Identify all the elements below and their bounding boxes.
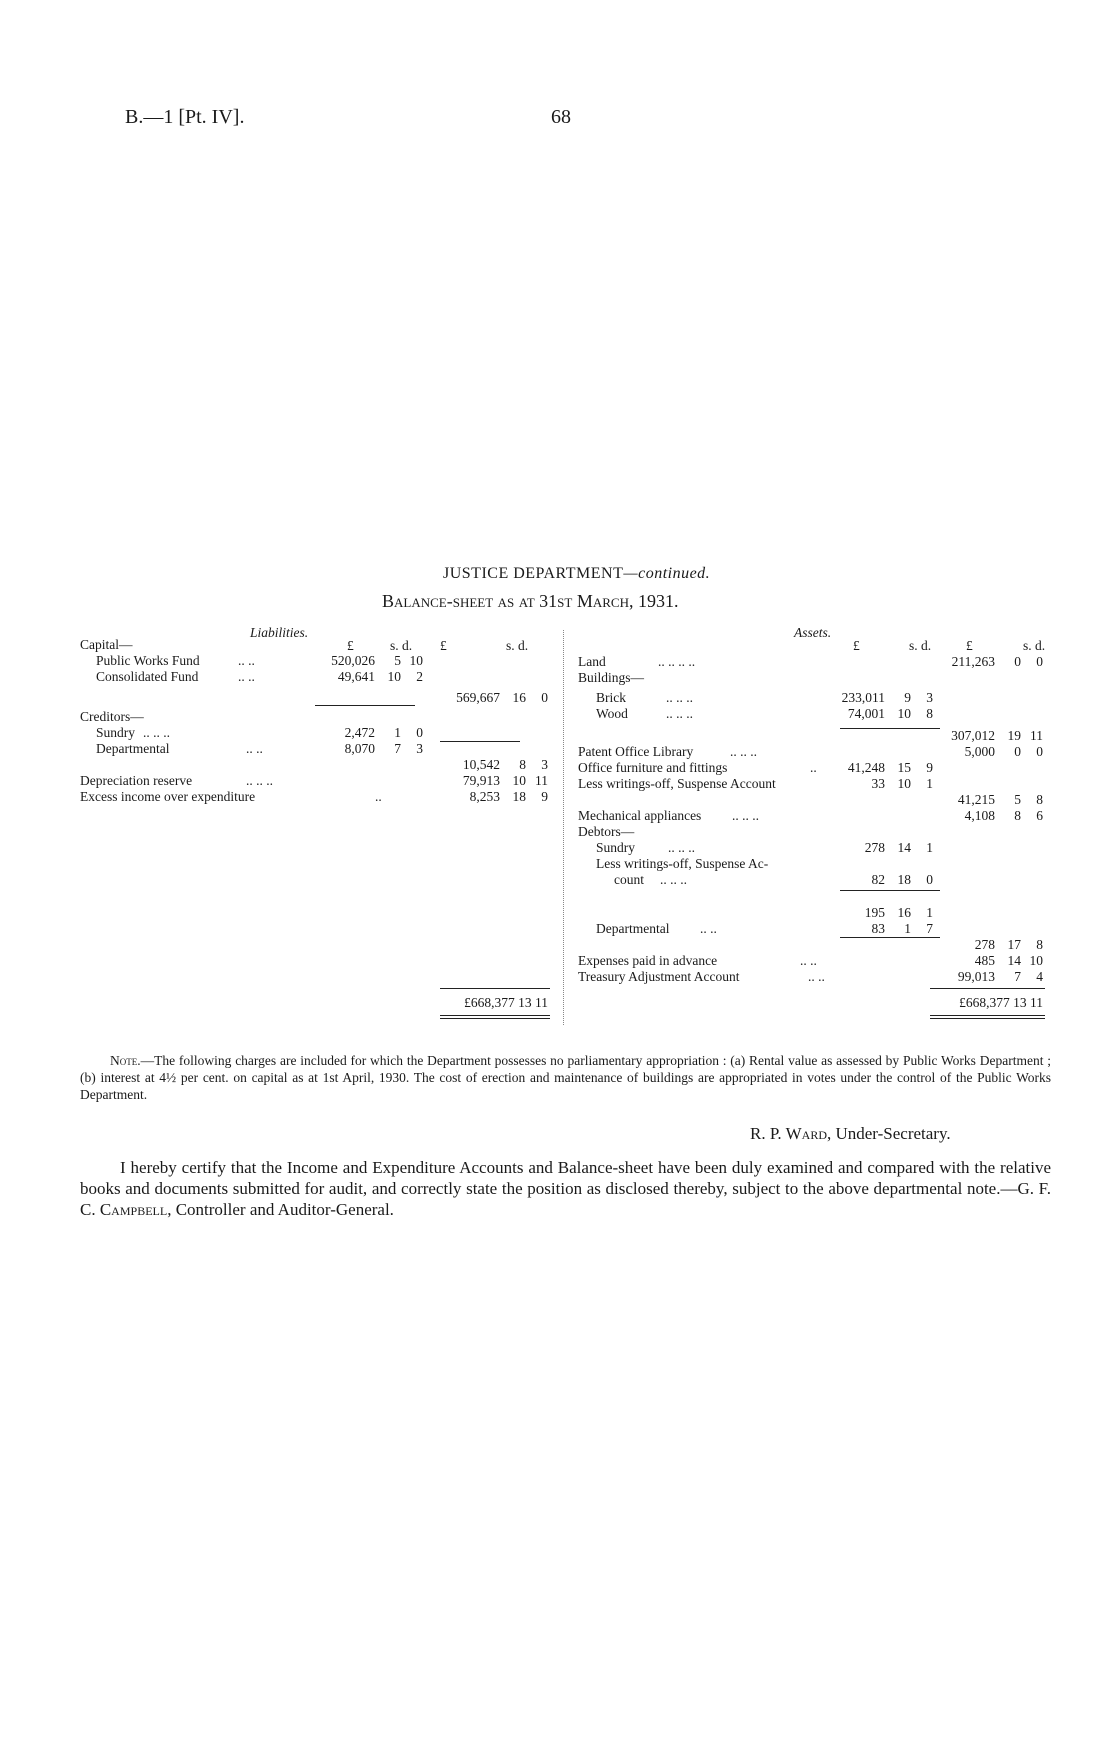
- dot-leader: .. ..: [246, 741, 263, 756]
- assets-subtotal-pence: 8: [926, 706, 933, 721]
- column-divider: [563, 630, 564, 1025]
- department-title: JUSTICE DEPARTMENT—continued.: [443, 565, 711, 582]
- liabilities-sd-header-a: s. d.: [390, 638, 413, 653]
- assets-total-rule-bottom: [930, 1015, 1045, 1016]
- assets-total-shillings: 0: [1014, 654, 1021, 669]
- dot-leader: .. ..: [238, 669, 255, 684]
- assets-subtotal-pounds: 278: [864, 840, 885, 855]
- assets-total-pence: 4: [1036, 969, 1043, 984]
- dot-leader: .. ..: [808, 969, 825, 984]
- assets-sd-header-a: s. d.: [909, 638, 932, 653]
- dot-leader: .. .. ..: [732, 808, 759, 823]
- dot-leader: .. .. ..: [246, 773, 273, 788]
- assets-subtotal-shillings: 9: [904, 690, 911, 705]
- assets-row-label: Wood: [596, 706, 628, 721]
- liabilities-total-pence: 0: [541, 690, 548, 705]
- liabilities-subtotal-pence: 0: [416, 725, 423, 740]
- liabilities-rule: [440, 741, 520, 742]
- assets-subtotal-pence: 1: [926, 840, 933, 855]
- dot-leader: .. ..: [800, 953, 817, 968]
- liabilities-row-label: Depreciation reserve: [80, 773, 193, 788]
- assets-total-pence: 10: [1029, 953, 1043, 968]
- assets-subtotal-pence: 7: [926, 921, 933, 936]
- assets-row-label: Patent Office Library: [578, 744, 694, 759]
- liabilities-total-pounds: 8,253: [469, 789, 500, 804]
- liabilities-row-label: Excess income over expenditure: [80, 789, 256, 804]
- assets-row-label: Sundry: [596, 840, 636, 855]
- assets-subtotal-shillings: 10: [897, 706, 911, 721]
- assets-subtotal-pounds: 82: [871, 872, 885, 887]
- assets-subtotal-pounds: 83: [871, 921, 885, 936]
- dot-leader: .. ..: [238, 653, 255, 668]
- liabilities-row-label: Creditors—: [80, 709, 144, 724]
- liabilities-subtotal-shillings: 1: [394, 725, 401, 740]
- liabilities-pound-header-a: £: [347, 638, 354, 653]
- liabilities-grand-total: £668,377 13 11: [464, 995, 548, 1010]
- liabilities-subtotal-pence: 2: [416, 669, 423, 684]
- audit-certificate: [80, 1157, 1051, 1220]
- continued-label: —continued.: [623, 565, 711, 582]
- liabilities-total-pounds: 79,913: [462, 773, 500, 788]
- liabilities-subtotal-shillings: 5: [394, 653, 401, 668]
- assets-subtotal-pounds: 41,248: [847, 760, 885, 775]
- dot-leader: .. .. ..: [666, 690, 693, 705]
- assets-total-shillings: 17: [1007, 937, 1021, 952]
- assets-sd-header-b: s. d.: [1023, 638, 1046, 653]
- dot-leader: .. ..: [700, 921, 717, 936]
- balance-sheet-title: Balance-sheet as at 31st March, 1931.: [382, 591, 679, 611]
- note-label: Note.: [110, 1053, 141, 1068]
- assets-total-pounds: 99,013: [957, 969, 995, 984]
- liabilities-total-rule-top: [440, 988, 550, 989]
- assets-rule: [840, 728, 940, 729]
- assets-subtotal-pounds: 195: [864, 905, 885, 920]
- assets-total-pence: 11: [1030, 728, 1043, 743]
- dot-leader: .. .. ..: [143, 725, 170, 740]
- assets-subtotal-pence: 9: [926, 760, 933, 775]
- assets-row-label: Less writings-off, Suspense Ac-: [596, 856, 769, 871]
- assets-total-pence: 6: [1036, 808, 1043, 823]
- assets-grand-total: £668,377 13 11: [959, 995, 1043, 1010]
- liabilities-row-label: Departmental: [96, 741, 170, 756]
- document-reference: B.—1 [Pt. IV].: [125, 106, 245, 128]
- assets-subtotal-shillings: 18: [897, 872, 911, 887]
- assets-row-label: Office furniture and fittings: [578, 760, 728, 775]
- assets-row-label: Treasury Adjustment Account: [578, 969, 740, 984]
- dot-leader: .. .. .. ..: [658, 654, 696, 669]
- assets-row-label: Mechanical appliances: [578, 808, 702, 823]
- dot-leader: ..: [375, 789, 382, 804]
- assets-subtotal-pence: 1: [926, 905, 933, 920]
- dot-leader: .. .. ..: [730, 744, 757, 759]
- assets-subtotal-pounds: 74,001: [847, 706, 885, 721]
- liabilities-total-pounds: 10,542: [462, 757, 500, 772]
- liabilities-subtotal-pounds: 49,641: [337, 669, 375, 684]
- assets-row-label: Expenses paid in advance: [578, 953, 718, 968]
- assets-total-pence: 0: [1036, 654, 1043, 669]
- liabilities-total-rule-bottom-double: [440, 1018, 550, 1019]
- assets-subtotal-pence: 3: [926, 690, 933, 705]
- liabilities-row-label: Consolidated Fund: [96, 669, 199, 684]
- assets-subtotal-pounds: 233,011: [841, 690, 885, 705]
- liabilities-total-pence: 9: [541, 789, 548, 804]
- liabilities-subtotal-shillings: 7: [394, 741, 401, 756]
- certificate-signer: G. F. C. Campbell: [80, 1179, 1051, 1219]
- assets-row-label: Departmental: [596, 921, 670, 936]
- liabilities-total-shillings: 18: [512, 789, 526, 804]
- liabilities-total-pence: 11: [535, 773, 548, 788]
- liabilities-pound-header-b: £: [440, 638, 447, 653]
- liabilities-total-rule-bottom: [440, 1015, 550, 1016]
- note-paragraph: [80, 1052, 1051, 1103]
- assets-total-pounds: 41,215: [957, 792, 995, 807]
- liabilities-row-label: Public Works Fund: [96, 653, 200, 668]
- dot-leader: ..: [810, 760, 817, 775]
- page-number: 68: [551, 106, 571, 128]
- certificate-text: I hereby certify that the Income and Expenditure Accounts and Balance-sheet have been duly examined and compared with the relative books and documents submitted for audit, and correctly state the position as disclosed thereby, subject to the above departmental note.—: [80, 1158, 1051, 1198]
- liabilities-subtotal-pounds: 2,472: [344, 725, 375, 740]
- liabilities-total-pence: 3: [541, 757, 548, 772]
- note-text: —The following charges are included for which the Department possesses no parliamentary appropriation : (a) Rental value as assessed by Public Works Department ; (b) interest at 4½ per cent. on capital as at 1st April, 1930. The cost of erection and maintenance of buildings are appropriated in votes under the control of the Public Works Department.: [80, 1053, 1051, 1102]
- assets-total-shillings: 8: [1014, 808, 1021, 823]
- assets-total-shillings: 7: [1014, 969, 1021, 984]
- assets-row-label: Debtors—: [578, 824, 635, 839]
- assets-subtotal-shillings: 14: [897, 840, 911, 855]
- assets-subtotal-shillings: 10: [897, 776, 911, 791]
- liabilities-row-label: Sundry: [96, 725, 136, 740]
- assets-rule: [840, 890, 940, 891]
- liabilities-subtotal-pounds: 8,070: [344, 741, 375, 756]
- assets-row-label: Land: [578, 654, 606, 669]
- liabilities-row-label: Capital—: [80, 637, 133, 652]
- liabilities-rule: [315, 705, 415, 706]
- dot-leader: .. .. ..: [668, 840, 695, 855]
- assets-total-shillings: 0: [1014, 744, 1021, 759]
- liabilities-total-shillings: 10: [512, 773, 526, 788]
- assets-total-pounds: 485: [974, 953, 995, 968]
- assets-total-pounds: 307,012: [951, 728, 995, 743]
- liabilities-heading: Liabilities.: [250, 625, 309, 640]
- assets-total-pounds: 4,108: [964, 808, 995, 823]
- dot-leader: .. .. ..: [660, 872, 687, 887]
- liabilities-sd-header-b: s. d.: [506, 638, 529, 653]
- liabilities-total-shillings: 8: [519, 757, 526, 772]
- assets-total-pence: 0: [1036, 744, 1043, 759]
- assets-subtotal-shillings: 15: [897, 760, 911, 775]
- assets-row-label: Brick: [596, 690, 626, 705]
- liabilities-subtotal-pounds: 520,026: [331, 653, 375, 668]
- assets-total-rule-top: [930, 988, 1045, 989]
- assets-total-pence: 8: [1036, 792, 1043, 807]
- dot-leader: .. .. ..: [666, 706, 693, 721]
- assets-rule: [840, 937, 940, 938]
- assets-row-label: Less writings-off, Suspense Account: [578, 776, 776, 791]
- assets-subtotal-shillings: 16: [897, 905, 911, 920]
- liabilities-subtotal-pence: 3: [416, 741, 423, 756]
- assets-total-pence: 8: [1036, 937, 1043, 952]
- assets-total-pounds: 211,263: [951, 654, 995, 669]
- liabilities-total-pounds: 569,667: [456, 690, 500, 705]
- assets-total-shillings: 19: [1007, 728, 1021, 743]
- liabilities-subtotal-shillings: 10: [387, 669, 401, 684]
- assets-heading: Assets.: [794, 625, 832, 640]
- assets-total-pounds: 278: [974, 937, 995, 952]
- assets-total-pounds: 5,000: [964, 744, 995, 759]
- liabilities-subtotal-pence: 10: [409, 653, 423, 668]
- certificate-signer-title: , Controller and Auditor-General.: [167, 1200, 394, 1219]
- assets-total-shillings: 5: [1014, 792, 1021, 807]
- under-secretary-signature: R. P. Ward, Under-Secretary.: [750, 1124, 951, 1143]
- assets-pound-header-a: £: [853, 638, 860, 653]
- assets-subtotal-shillings: 1: [904, 921, 911, 936]
- assets-subtotal-pence: 0: [926, 872, 933, 887]
- assets-subtotal-pence: 1: [926, 776, 933, 791]
- assets-row-label: count: [614, 872, 644, 887]
- assets-total-rule-bottom-double: [930, 1018, 1045, 1019]
- assets-pound-header-b: £: [966, 638, 973, 653]
- assets-subtotal-pounds: 33: [871, 776, 885, 791]
- assets-total-shillings: 14: [1007, 953, 1021, 968]
- liabilities-total-shillings: 16: [512, 690, 526, 705]
- assets-row-label: Buildings—: [578, 670, 645, 685]
